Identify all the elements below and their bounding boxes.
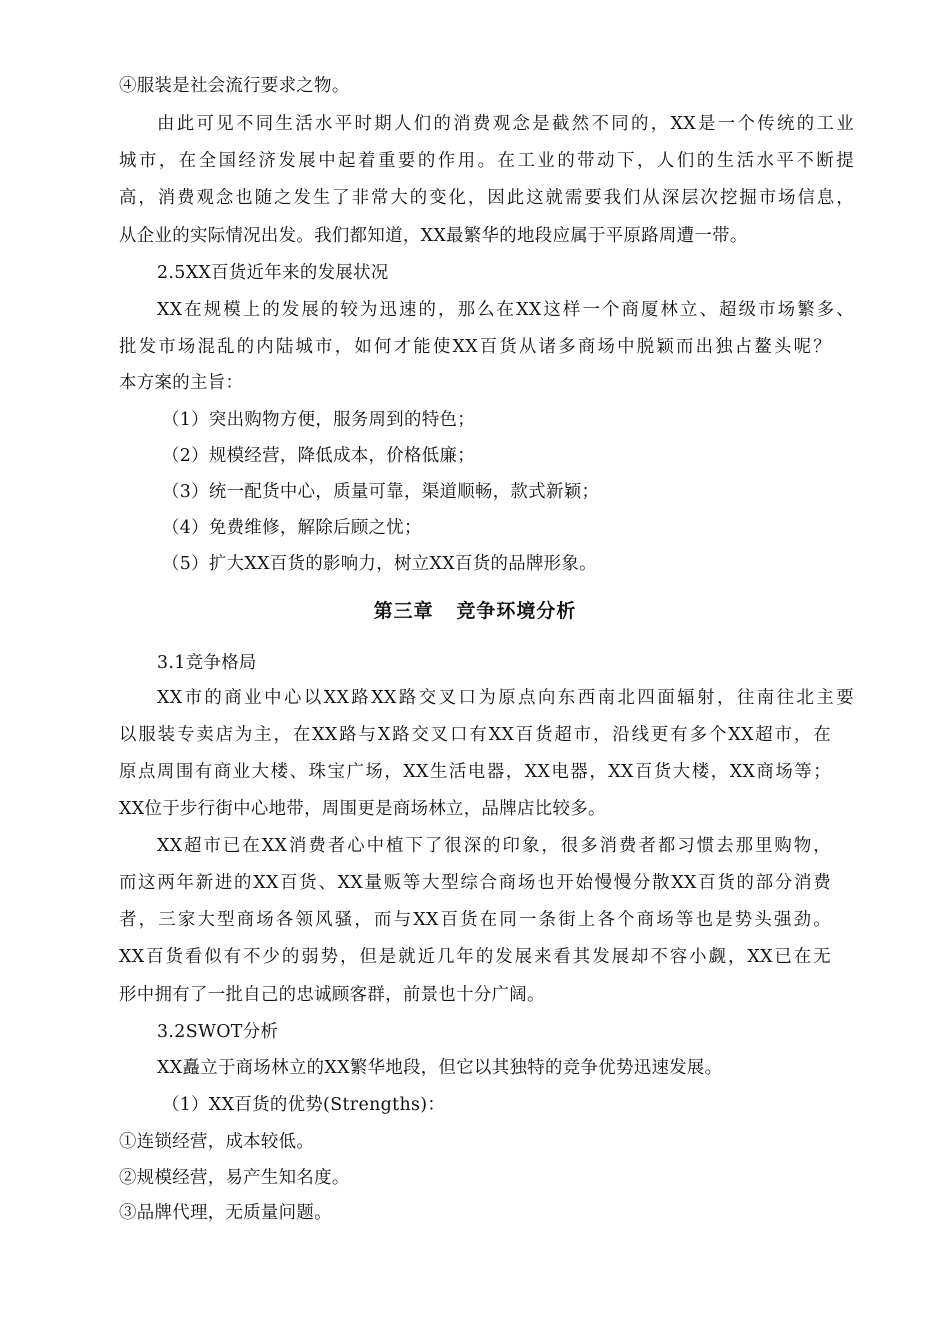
paragraph-line: XX市的商业中心以XX路XX路交叉口为原点向东西南北四面辐射，往南往北主要	[157, 688, 854, 708]
paragraph-line: XX矗立于商场林立的XX繁华地段，但它以其独特的竞争优势迅速发展。	[157, 1058, 723, 1078]
section-heading-3-1: 3.1竞争格局	[157, 653, 257, 673]
paragraph-line: 者，三家大型商场各领风骚，而与XX百货在同一条街上各个商场等也是势头强劲。	[119, 910, 831, 930]
list-item-4: （4）免费维修，解除后顾之忧；	[162, 518, 422, 538]
paragraph-line: XX位于步行街中心地带，周围更是商场林立，品牌店比较多。	[119, 799, 606, 819]
list-item-5: （5）扩大XX百货的影响力，树立XX百货的品牌形象。	[162, 554, 597, 574]
paragraph-line: 而这两年新进的XX百货、XX量贩等大型综合商场也开始慢慢分散XX百货的部分消费	[119, 873, 831, 893]
paragraph-line: 本方案的主旨：	[119, 373, 244, 393]
list-item-3: （3）统一配货中心，质量可靠，渠道顺畅，款式新颖；	[162, 482, 600, 502]
section-heading-2-5: 2.5XX百货近年来的发展状况	[157, 263, 389, 283]
paragraph-line: 形中拥有了一批自己的忠诚顾客群，前景也十分广阔。	[119, 985, 545, 1005]
chapter-heading: 第三章 竞争环境分析	[373, 600, 577, 622]
paragraph-line: 高，消费观念也随之发生了非常大的变化，因此这就需要我们从深层次挖掘市场信息，	[119, 188, 854, 208]
paragraph-line: 原点周围有商业大楼、珠宝广场，XX生活电器，XX电器，XX百货大楼，XX商场等；	[119, 762, 831, 782]
paragraph-line: 批发市场混乱的内陆城市，如何才能使XX百货从诸多商场中脱颖而出独占鳌头呢？	[119, 337, 831, 357]
paragraph-line: XX百货看似有不少的弱势，但是就近几年的发展来看其发展却不容小觑，XX已在无	[119, 947, 831, 967]
subsection-heading-strengths: （1）XX百货的优势(Strengths)：	[162, 1095, 446, 1115]
list-item-1: （1）突出购物方便，服务周到的特色；	[162, 410, 476, 430]
paragraph-line: 由此可见不同生活水平时期人们的消费观念是截然不同的，XX是一个传统的工业	[157, 114, 854, 134]
list-item-1: ①连锁经营，成本较低。	[119, 1132, 315, 1152]
paragraph-line: XX超市已在XX消费者心中植下了很深的印象，很多消费者都习惯去那里购物，	[157, 836, 831, 856]
list-item-4: ④服装是社会流行要求之物。	[119, 76, 350, 96]
paragraph-line: 以服装专卖店为主，在XX路与X路交叉口有XX百货超市，沿线更有多个XX超市，在	[119, 725, 831, 745]
section-heading-3-2: 3.2SWOT分析	[157, 1022, 279, 1042]
list-item-3: ③品牌代理，无质量问题。	[119, 1203, 332, 1223]
paragraph-line: 城市，在全国经济发展中起着重要的作用。在工业的带动下，人们的生活水平不断提	[119, 151, 854, 171]
paragraph-line: 从企业的实际情况出发。我们都知道，XX最繁华的地段应属于平原路周遭一带。	[119, 226, 748, 246]
paragraph-line: XX在规模上的发展的较为迅速的，那么在XX这样一个商厦林立、超级市场繁多、	[157, 300, 854, 320]
list-item-2: ②规模经营，易产生知名度。	[119, 1168, 350, 1188]
list-item-2: （2）规模经营，降低成本，价格低廉；	[162, 446, 476, 466]
